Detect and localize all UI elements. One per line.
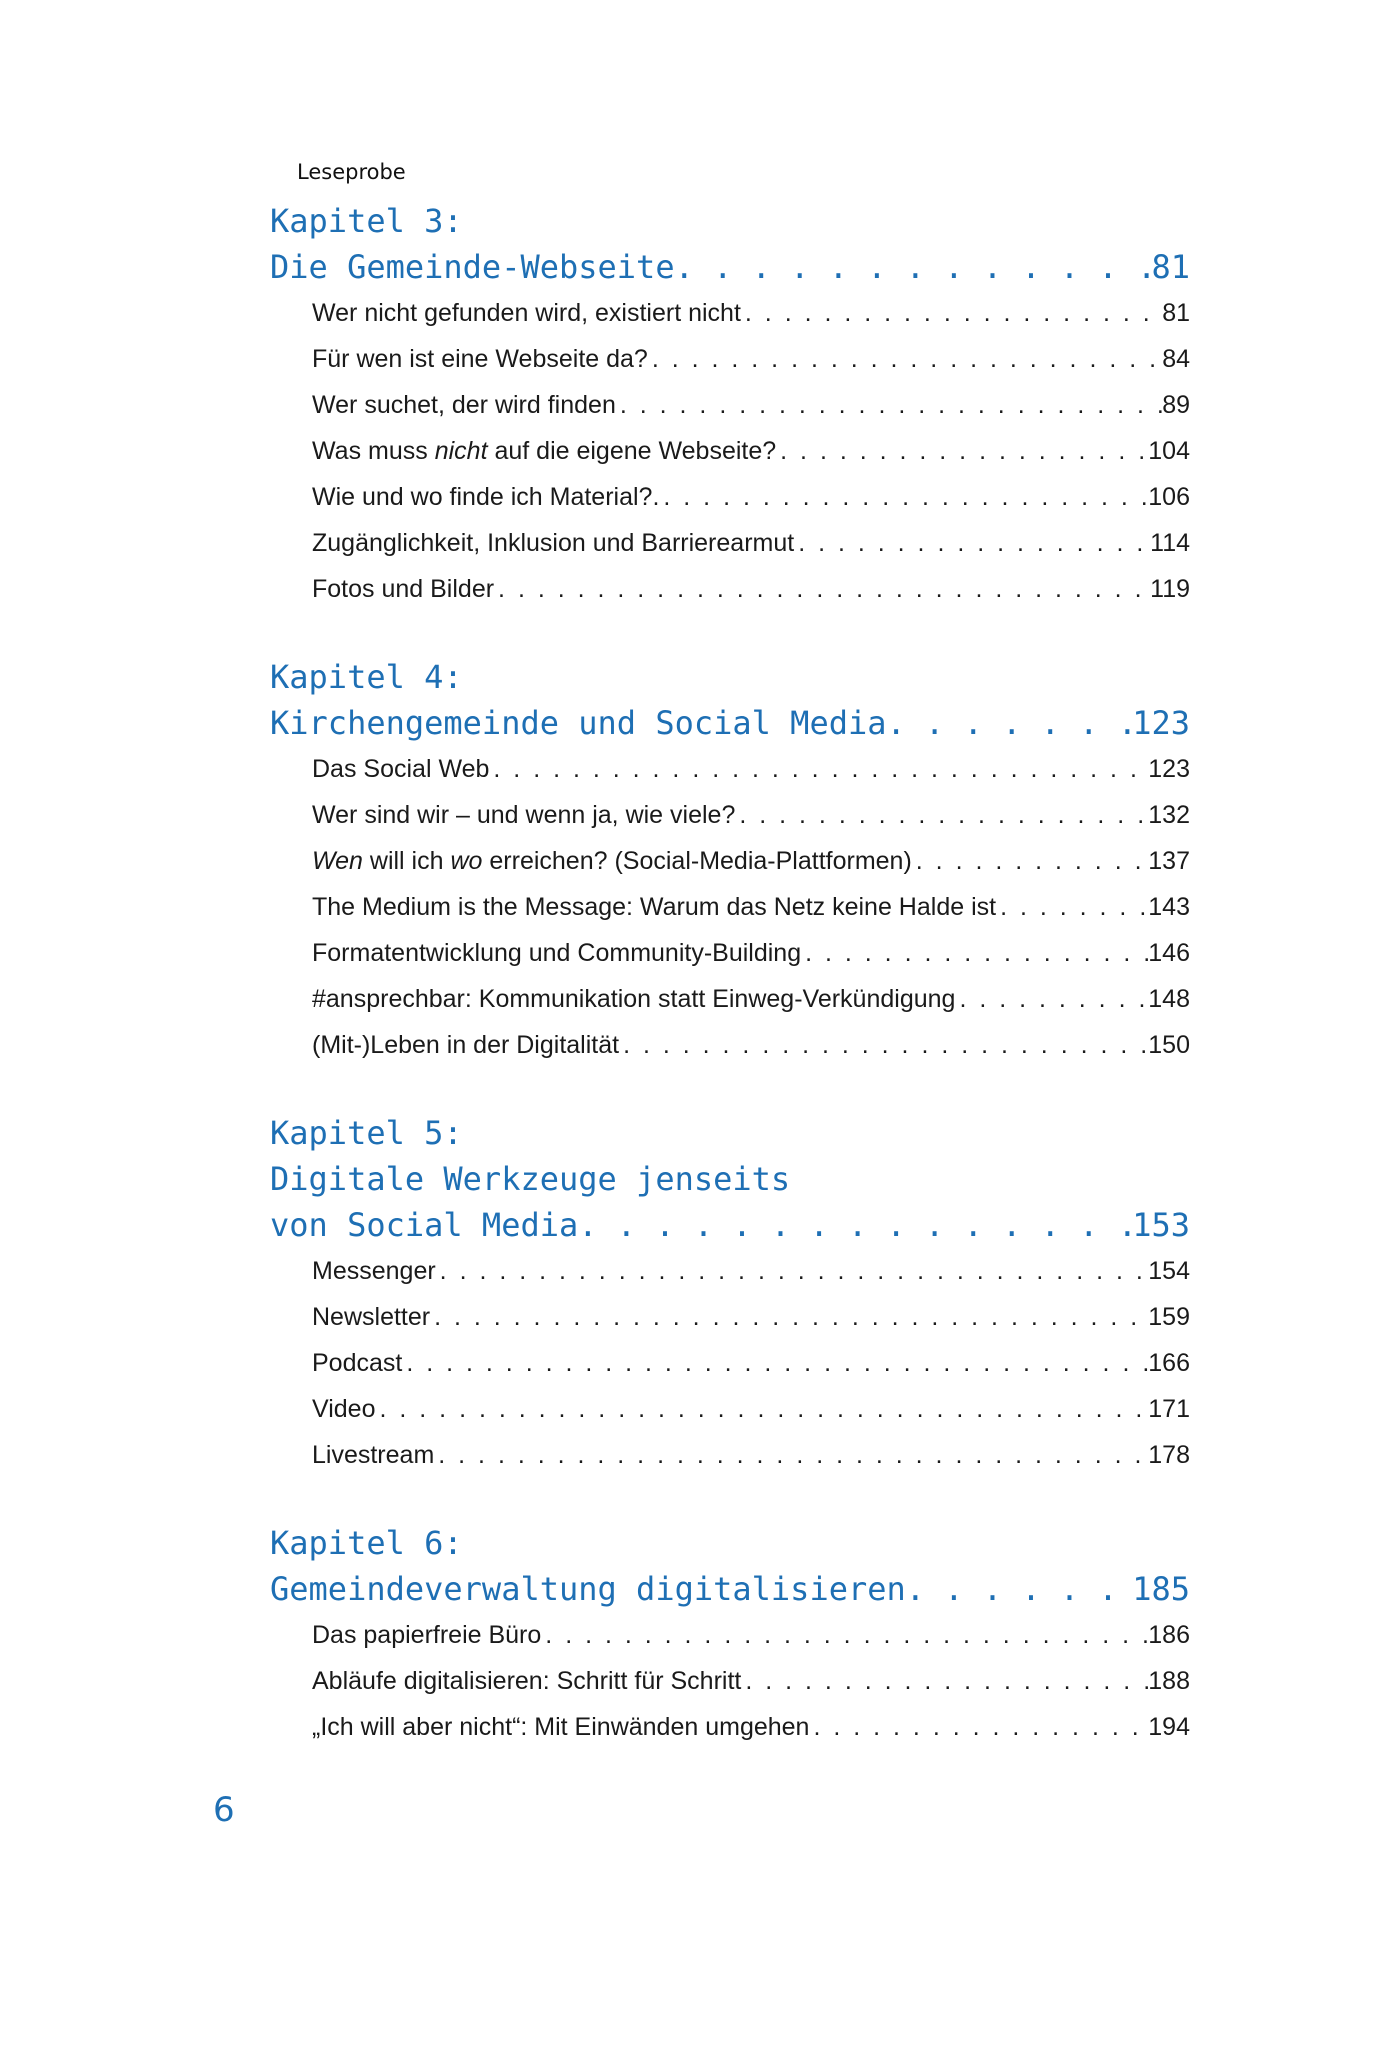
- toc-entry[interactable]: [312, 566, 1190, 612]
- entry-page: 159: [1148, 1303, 1190, 1331]
- toc-entry[interactable]: [312, 1340, 1190, 1386]
- dot-leader: [376, 1386, 1149, 1432]
- chapter-title-line: Digitale Werkzeuge jenseits: [270, 1160, 791, 1198]
- dot-leader: [801, 930, 1148, 976]
- chapter-page: 185: [1132, 1570, 1190, 1608]
- entry-title: Messenger: [312, 1257, 436, 1285]
- dot-leader: [619, 1022, 1148, 1068]
- chapter-6: [270, 1520, 1190, 1750]
- dot-leader: [616, 382, 1162, 428]
- dot-leader: [578, 1202, 1132, 1248]
- entry-title-italic: Wen: [312, 847, 363, 875]
- entry-page: 143: [1148, 893, 1190, 921]
- entry-page: 171: [1148, 1395, 1190, 1423]
- entry-title-italic: nicht: [434, 437, 488, 465]
- dot-leader: [648, 336, 1162, 382]
- entry-title: (Mit-)Leben in der Digitalität: [312, 1031, 620, 1059]
- entry-title: #ansprechbar: Kommunikation statt Einweg-Verkündigung: [312, 985, 956, 1013]
- entry-title: Abläufe digitalisieren: Schritt für Schritt: [312, 1667, 742, 1695]
- entry-title: Fotos und Bilder: [312, 575, 495, 603]
- chapter-title: Die Gemeinde-Webseite: [270, 248, 675, 286]
- entry-title: Newsletter: [312, 1303, 431, 1331]
- entry-page: 186: [1148, 1621, 1190, 1649]
- page-number: 6: [213, 1790, 235, 1830]
- toc-entry[interactable]: [312, 792, 1190, 838]
- dot-leader: [434, 1432, 1148, 1478]
- entry-title: Livestream: [312, 1441, 435, 1469]
- entry-page: 81: [1162, 299, 1190, 327]
- entry-title: „Ich will aber nicht“: Mit Einwänden umgehen: [312, 1713, 810, 1741]
- chapter-title-row[interactable]: [270, 1566, 1190, 1612]
- dot-leader: [402, 1340, 1148, 1386]
- entry-title-part: auf die eigene Webseite?: [487, 437, 777, 465]
- chapter-heading: Kapitel 4:: [270, 658, 463, 696]
- toc-entry[interactable]: [312, 428, 1190, 474]
- entry-page: 119: [1150, 575, 1190, 603]
- toc-entry[interactable]: [312, 1294, 1190, 1340]
- dot-leader: [436, 1248, 1149, 1294]
- entry-page: 132: [1148, 801, 1190, 829]
- entry-page: 106: [1148, 483, 1190, 511]
- entry-page: 154: [1148, 1257, 1190, 1285]
- dot-leader: [906, 1566, 1132, 1612]
- entry-page: 104: [1148, 437, 1190, 465]
- chapter-heading: Kapitel 5:: [270, 1114, 463, 1152]
- toc-entry[interactable]: [312, 336, 1190, 382]
- chapter-page: 123: [1132, 704, 1190, 742]
- chapter-3: [270, 198, 1190, 612]
- dot-leader: [794, 520, 1150, 566]
- dot-leader: [659, 474, 1148, 520]
- entry-title: Das Social Web: [312, 755, 490, 783]
- table-of-contents: [270, 198, 1190, 1792]
- entry-page: 89: [1162, 391, 1190, 419]
- toc-entry[interactable]: [312, 382, 1190, 428]
- toc-entry[interactable]: [312, 976, 1190, 1022]
- dot-leader: [741, 1658, 1148, 1704]
- toc-entry[interactable]: [312, 1612, 1190, 1658]
- chapter-4: [270, 654, 1190, 1068]
- chapter-heading: Kapitel 3:: [270, 202, 463, 240]
- entry-page: 148: [1148, 985, 1190, 1013]
- entry-page: 84: [1162, 345, 1190, 373]
- toc-entry[interactable]: [312, 1704, 1190, 1750]
- toc-entry[interactable]: [312, 1386, 1190, 1432]
- entry-title: Wie und wo finde ich Material?.: [312, 483, 660, 511]
- toc-entry[interactable]: [312, 838, 1190, 884]
- entry-page: 150: [1148, 1031, 1190, 1059]
- entry-page: 194: [1148, 1713, 1190, 1741]
- dot-leader: [735, 792, 1148, 838]
- entry-title: Wer nicht gefunden wird, existiert nicht: [312, 299, 741, 327]
- entry-title: The Medium is the Message: Warum das Netz keine Halde ist: [312, 893, 997, 921]
- entry-title-part: erreichen? (Social-Media-Plattformen): [482, 847, 912, 875]
- entry-title: Wer sind wir – und wenn ja, wie viele?: [312, 801, 736, 829]
- entry-page: 178: [1148, 1441, 1190, 1469]
- chapter-page: 153: [1132, 1206, 1190, 1244]
- dot-leader: [741, 290, 1162, 336]
- entry-title: Formatentwicklung und Community-Building: [312, 939, 802, 967]
- entry-title: Für wen ist eine Webseite da?: [312, 345, 648, 373]
- entry-page: 137: [1148, 847, 1190, 875]
- toc-entry[interactable]: [312, 1432, 1190, 1478]
- entry-page: 188: [1148, 1667, 1190, 1695]
- dot-leader: [430, 1294, 1148, 1340]
- dot-leader: [809, 1704, 1148, 1750]
- toc-entry[interactable]: [312, 1022, 1190, 1068]
- chapter-page: 81: [1151, 248, 1190, 286]
- toc-entry[interactable]: [312, 1248, 1190, 1294]
- entry-title: Podcast: [312, 1349, 403, 1377]
- entry-page: 114: [1150, 529, 1190, 557]
- dot-leader: [887, 700, 1133, 746]
- entry-title: Das papierfreie Büro: [312, 1621, 542, 1649]
- entry-title: Video: [312, 1395, 376, 1423]
- toc-entry[interactable]: [312, 884, 1190, 930]
- chapter-title: von Social Media: [270, 1206, 579, 1244]
- toc-entry[interactable]: [312, 1658, 1190, 1704]
- dot-leader: [675, 244, 1152, 290]
- entry-title: Zugänglichkeit, Inklusion und Barrierearmut: [312, 529, 795, 557]
- dot-leader: [541, 1612, 1148, 1658]
- entry-page: 123: [1148, 755, 1190, 783]
- entry-page: 146: [1148, 939, 1190, 967]
- chapter-5: [270, 1110, 1190, 1478]
- toc-entry[interactable]: [312, 290, 1190, 336]
- dot-leader: [912, 838, 1149, 884]
- entry-title: [312, 428, 776, 474]
- toc-entry[interactable]: [312, 930, 1190, 976]
- toc-entry[interactable]: [312, 520, 1190, 566]
- entry-title: [312, 838, 912, 884]
- entry-title: Wer suchet, der wird finden: [312, 391, 616, 419]
- chapter-heading: Kapitel 6:: [270, 1524, 463, 1562]
- chapter-title-row[interactable]: [270, 1202, 1190, 1248]
- entry-page: 166: [1148, 1349, 1190, 1377]
- dot-leader: [996, 884, 1148, 930]
- toc-entry[interactable]: [312, 746, 1190, 792]
- chapter-title: Gemeindeverwaltung digitalisieren: [270, 1570, 906, 1608]
- dot-leader: [776, 428, 1148, 474]
- dot-leader: [494, 566, 1150, 612]
- chapter-title-row[interactable]: [270, 244, 1190, 290]
- dot-leader: [489, 746, 1148, 792]
- chapter-title: Kirchengemeinde und Social Media: [270, 704, 887, 742]
- entry-title-italic: wo: [450, 847, 483, 875]
- entry-title-part: will ich: [362, 847, 451, 875]
- entry-title-part: Was muss: [312, 437, 435, 465]
- excerpt-label: Leseprobe: [297, 160, 406, 184]
- chapter-title-row[interactable]: [270, 700, 1190, 746]
- dot-leader: [955, 976, 1148, 1022]
- toc-entry[interactable]: [312, 474, 1190, 520]
